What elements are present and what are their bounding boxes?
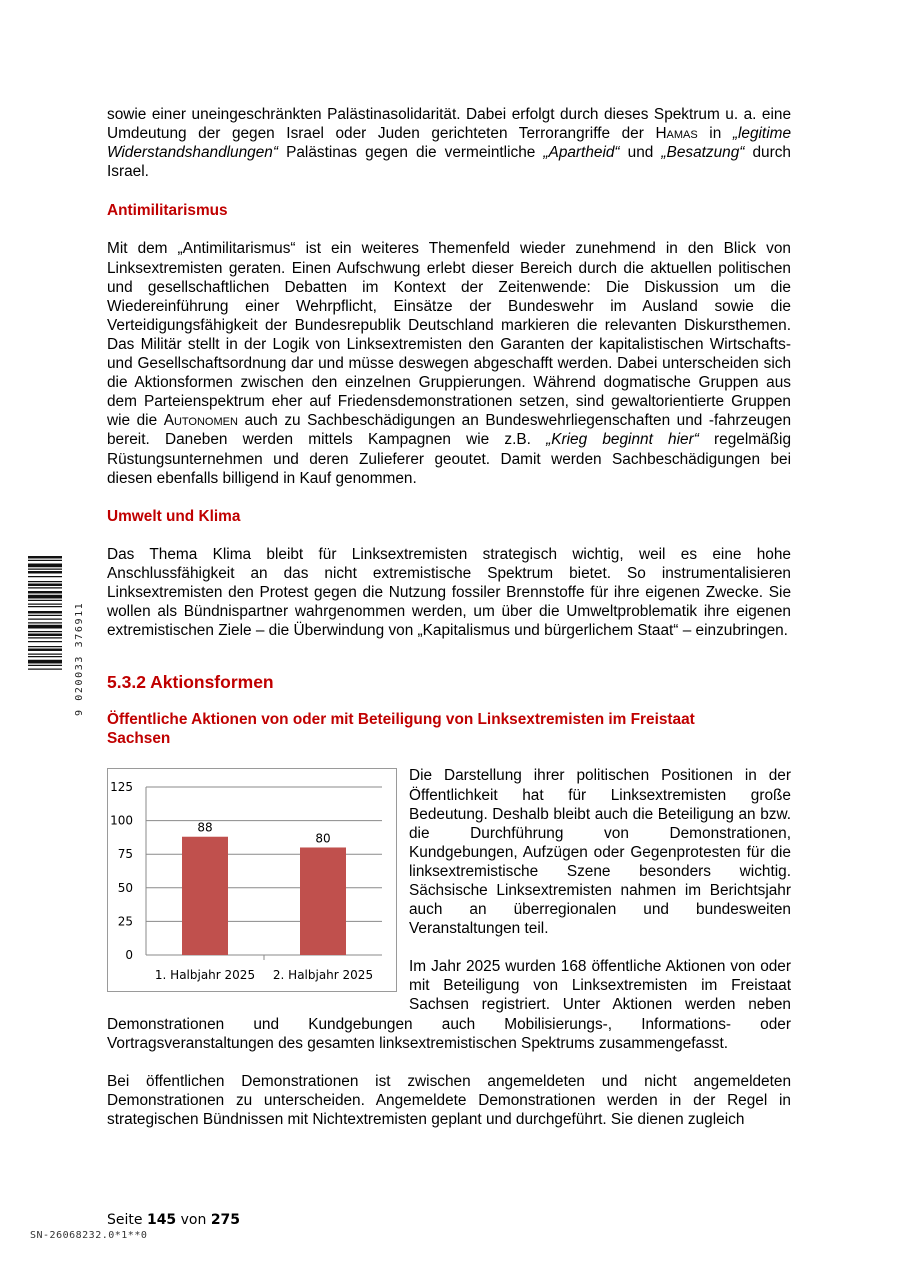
barcode-bar — [28, 591, 62, 594]
y-tick-label: 75 — [117, 847, 133, 862]
barcode-bar — [28, 576, 62, 577]
aktionsformen-paragraph-3: Bei öffentlichen Demonstrationen ist zwischen angemeldeten und nicht angemeldeten Demonstrationen zu unterscheiden. Angemeldete Demonstrationen werden in der Regel in strategischen Bündnissen mit Nichtextremisten geplant und durchgeführt. Sie dienen zugleich — [107, 1072, 791, 1128]
y-tick-label: 50 — [117, 881, 133, 896]
umwelt-paragraph: Das Thema Klima bleibt für Linksextremisten strategisch wichtig, weil es eine hohe Anschlussfähigkeit an das nicht extremistische Spektrum bietet. So instrumentalisieren Linksextremisten den Protest gegen die Nutzung fossiler Brennstoffe für ihre eigenen Zwecke. Sie wollen als Bündnispartner wahrgenommen werden, um über die Umweltproblematik ihre eigenen extremistischen Ziele – die Überwindung von „Kapitalismus und bürgerlichem Staat“ – einzubringen. — [107, 545, 791, 640]
data-label: 88 — [197, 821, 213, 836]
barcode-bar — [28, 564, 62, 568]
barcode-bar — [28, 637, 62, 638]
barcode-bar — [28, 656, 62, 657]
barcode-graphic — [28, 556, 70, 716]
barcode-bar — [28, 669, 62, 670]
barcode-bar — [28, 625, 62, 629]
barcode-bar — [28, 595, 62, 599]
barcode-bar — [28, 665, 62, 666]
barcode-bar — [28, 600, 62, 601]
barcode-bar — [28, 606, 62, 607]
category-label: 1. Halbjahr 2025 — [154, 968, 256, 983]
barcode-number: 9 020033 376911 — [74, 601, 85, 716]
y-tick-label: 125 — [110, 780, 133, 795]
heading-umwelt-klima: Umwelt und Klima — [107, 507, 241, 525]
barcode-bar — [28, 615, 62, 616]
section-heading: 5.3.2 Aktionsformen — [107, 672, 274, 693]
bar-chart-svg — [108, 769, 396, 991]
autonomen-term: Autonomen — [163, 412, 238, 430]
barcode-bar — [28, 649, 62, 652]
y-tick-label: 100 — [110, 814, 133, 829]
antimilitarismus-paragraph: Mit dem „Antimilitarismus“ ist ein weiteres Themenfeld wieder zunehmend in den Blick von Linksextremisten geraten. Einen Aufschwung erlebt dieser Bereich durch die aktuellen politischen und gesellschaftlichen Debatten im Kontext der Zeitenwende: Die Diskussion um die Wiedereinführung einer Wehrpflicht, Einsätze der Bundeswehr im Ausland sowie die Verteidigungsfähigkeit der Bundesrepublik Deutschland markieren die relevanten Diskursthemen. Das Militär stellt in der Logik von Linksextremisten den Garanten der kapitalistischen Wirtschafts- und Gesellschaftsordnung dar und müsse deswegen abgeschafft werden. Dabei unterscheiden sich die Aktionsformen zwischen den einzelnen Gruppierungen. Während dogmatische Gruppen aus dem Parteienspektrum eher auf Friedensdemonstrationen setzen, sind gewaltorientierte Gruppen wie die Autonomen auch zu Sachbeschädigungen an Bundeswehrliegenschaften und -fahrzeugen bereit. Daneben werden mittels Kampagnen wie z.B. „Krieg beginnt hier“ regelmäßig Rüstungsunternehmen und deren Zulieferer geoutet. Damit werden Sachbeschädigungen bei diesen ebenfalls billigend in Kauf genommen. — [107, 240, 792, 487]
barcode-bar — [28, 660, 62, 664]
barcode-bar — [28, 556, 62, 559]
barcode-bar — [28, 587, 62, 588]
y-tick-label: 25 — [117, 914, 133, 929]
barcode — [28, 556, 85, 716]
hamas-term: Hamas — [655, 125, 698, 143]
barcode-bar — [28, 622, 62, 623]
barcode-bar — [28, 634, 62, 637]
page-number: 145 — [146, 1212, 177, 1228]
heading-antimilitarismus: Antimilitarismus — [107, 202, 228, 220]
barcode-bar — [28, 641, 62, 642]
data-label: 80 — [315, 831, 331, 846]
page-total: 275 — [210, 1212, 241, 1228]
intro-paragraph: sowie einer uneingeschränkten Palästinasolidarität. Dabei erfolgt durch dieses Spektrum u. a. eine Umdeutung der gegen Israel oder Juden gerichteten Terrorangriffe der Hamas in „legitime Widerstandshandlungen“ Palästinas gegen die vermeintliche „Apartheid“ und „Besatzung“ durch Israel. — [107, 106, 792, 181]
aktionsformen-paragraph-2: Im Jahr 2025 wurden 168 öffentliche Aktionen von oder mit Beteiligung von Linksextremisten im Freistaat Sachsen registriert. Unter Aktionen werden neben Demonstrationen und Kundgebungen auch Mobilisierungs-, Informations- oder Vortragsveranstaltungen des gesamten linksextremistischen Spektrums zusammengefasst. — [107, 958, 791, 1052]
barcode-bar — [28, 619, 62, 620]
section-subheading: Öffentliche Aktionen von oder mit Beteiligung von Linksextremisten im Freistaat Sachsen — [107, 711, 695, 748]
barcode-bar — [28, 611, 62, 614]
barcode-bar — [28, 569, 62, 570]
barcode-bar — [28, 631, 62, 632]
barcode-bar — [28, 560, 62, 561]
bar — [182, 837, 228, 955]
category-label: 2. Halbjahr 2025 — [272, 968, 374, 983]
barcode-bar — [28, 584, 62, 587]
document-id: SN-26068232.0*1**0 — [30, 1230, 148, 1241]
page-content — [107, 105, 791, 1129]
bar — [300, 848, 346, 956]
bar-chart — [107, 768, 397, 992]
barcode-bar — [28, 581, 62, 582]
barcode-bar — [28, 604, 62, 605]
barcode-bar — [28, 571, 62, 574]
page-footer: Seite 145 von 275 — [107, 1212, 241, 1228]
barcode-bar — [28, 654, 62, 655]
y-tick-label: 0 — [125, 948, 133, 963]
aktionsformen-paragraph-1: Die Darstellung ihrer politischen Positionen in der Öffentlichkeit hat für Linksextremisten große Bedeutung. Deshalb bleibt auch die Beteiligung an bzw. die Durchführung von Demonstrationen, Kundgebungen, Aufzügen oder Gegenprotesten für die linksextremistische Szene besonders wichtig. Sächsische Linksextremisten nahmen im Berichtsjahr auch an überregionalen und bundesweiten Veranstaltungen teil. — [409, 767, 791, 938]
barcode-bar — [28, 646, 62, 647]
